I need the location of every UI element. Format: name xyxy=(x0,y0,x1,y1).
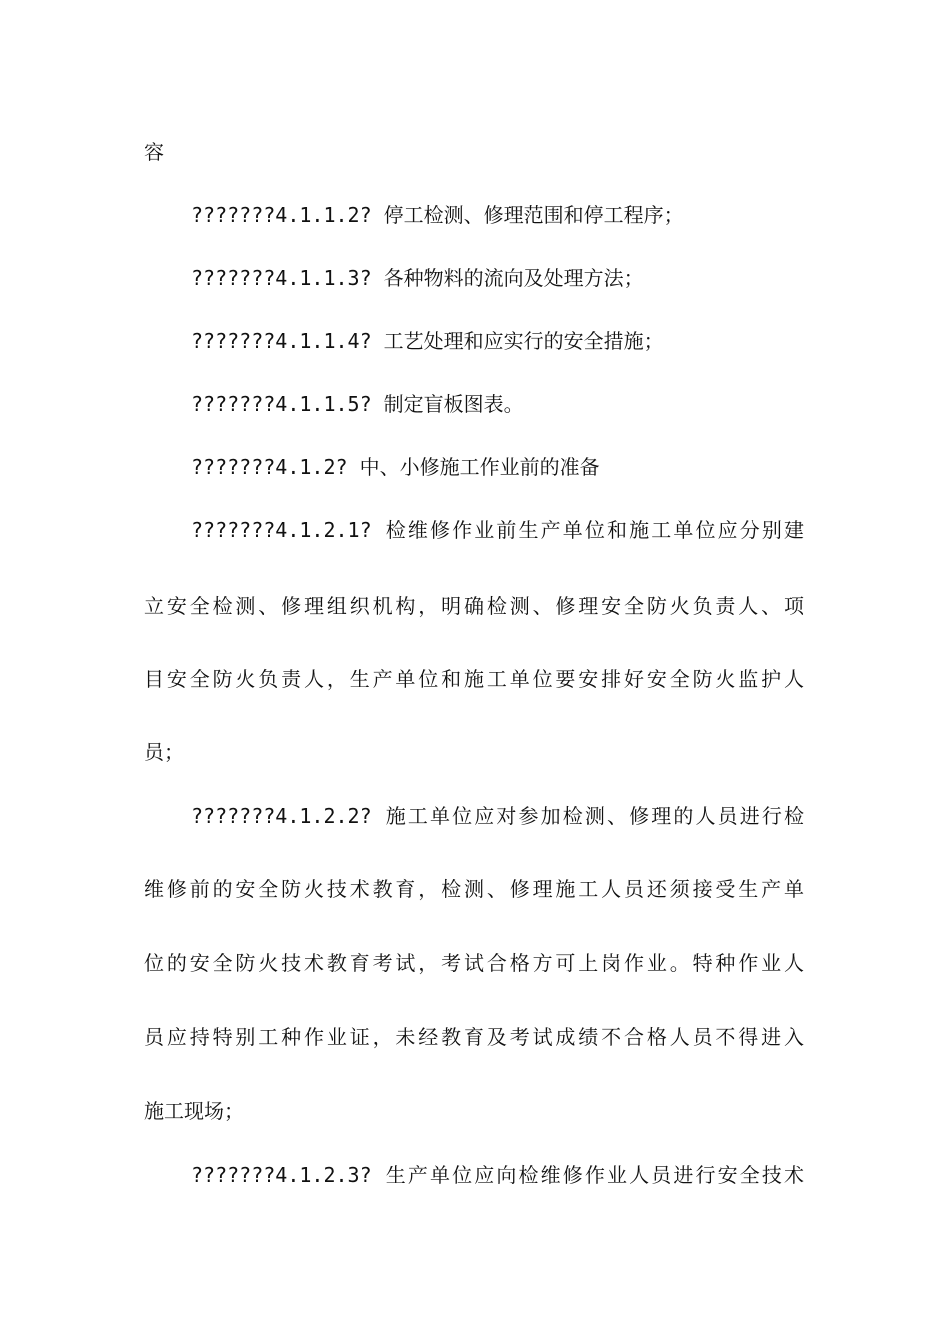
text-line: 容 xyxy=(144,140,164,164)
text-line: 目安全防火负责人，生产单位和施工单位要安排好安全防火监护人 xyxy=(144,667,804,691)
text-line: ???????4.1.1.3? 各种物料的流向及处理方法； xyxy=(191,266,644,290)
text-line: 员； xyxy=(144,740,184,764)
text-line: 立安全检测、修理组织机构，明确检测、修理安全防火负责人、项 xyxy=(144,594,804,618)
text-line: ???????4.1.1.5? 制定盲板图表。 xyxy=(191,392,524,416)
text-line: ???????4.1.2.1? 检维修作业前生产单位和施工单位应分别建 xyxy=(191,518,804,542)
text-line: 施工现场； xyxy=(144,1099,244,1123)
text-line: ???????4.1.2.3? 生产单位应向检维修作业人员进行安全技术 xyxy=(191,1163,804,1187)
text-line: 维修前的安全防火技术教育，检测、修理施工人员还须接受生产单 xyxy=(144,877,804,901)
text-line: ???????4.1.2? 中、小修施工作业前的准备 xyxy=(191,455,600,479)
text-line: 员应持特别工种作业证，未经教育及考试成绩不合格人员不得进入 xyxy=(144,1025,804,1049)
text-line: 位的安全防火技术教育考试，考试合格方可上岗作业。特种作业人 xyxy=(144,951,804,975)
text-line: ???????4.1.1.4? 工艺处理和应实行的安全措施； xyxy=(191,329,664,353)
text-line: ???????4.1.2.2? 施工单位应对参加检测、修理的人员进行检 xyxy=(191,804,804,828)
text-line: ???????4.1.1.2? 停工检测、修理范围和停工程序； xyxy=(191,203,684,227)
